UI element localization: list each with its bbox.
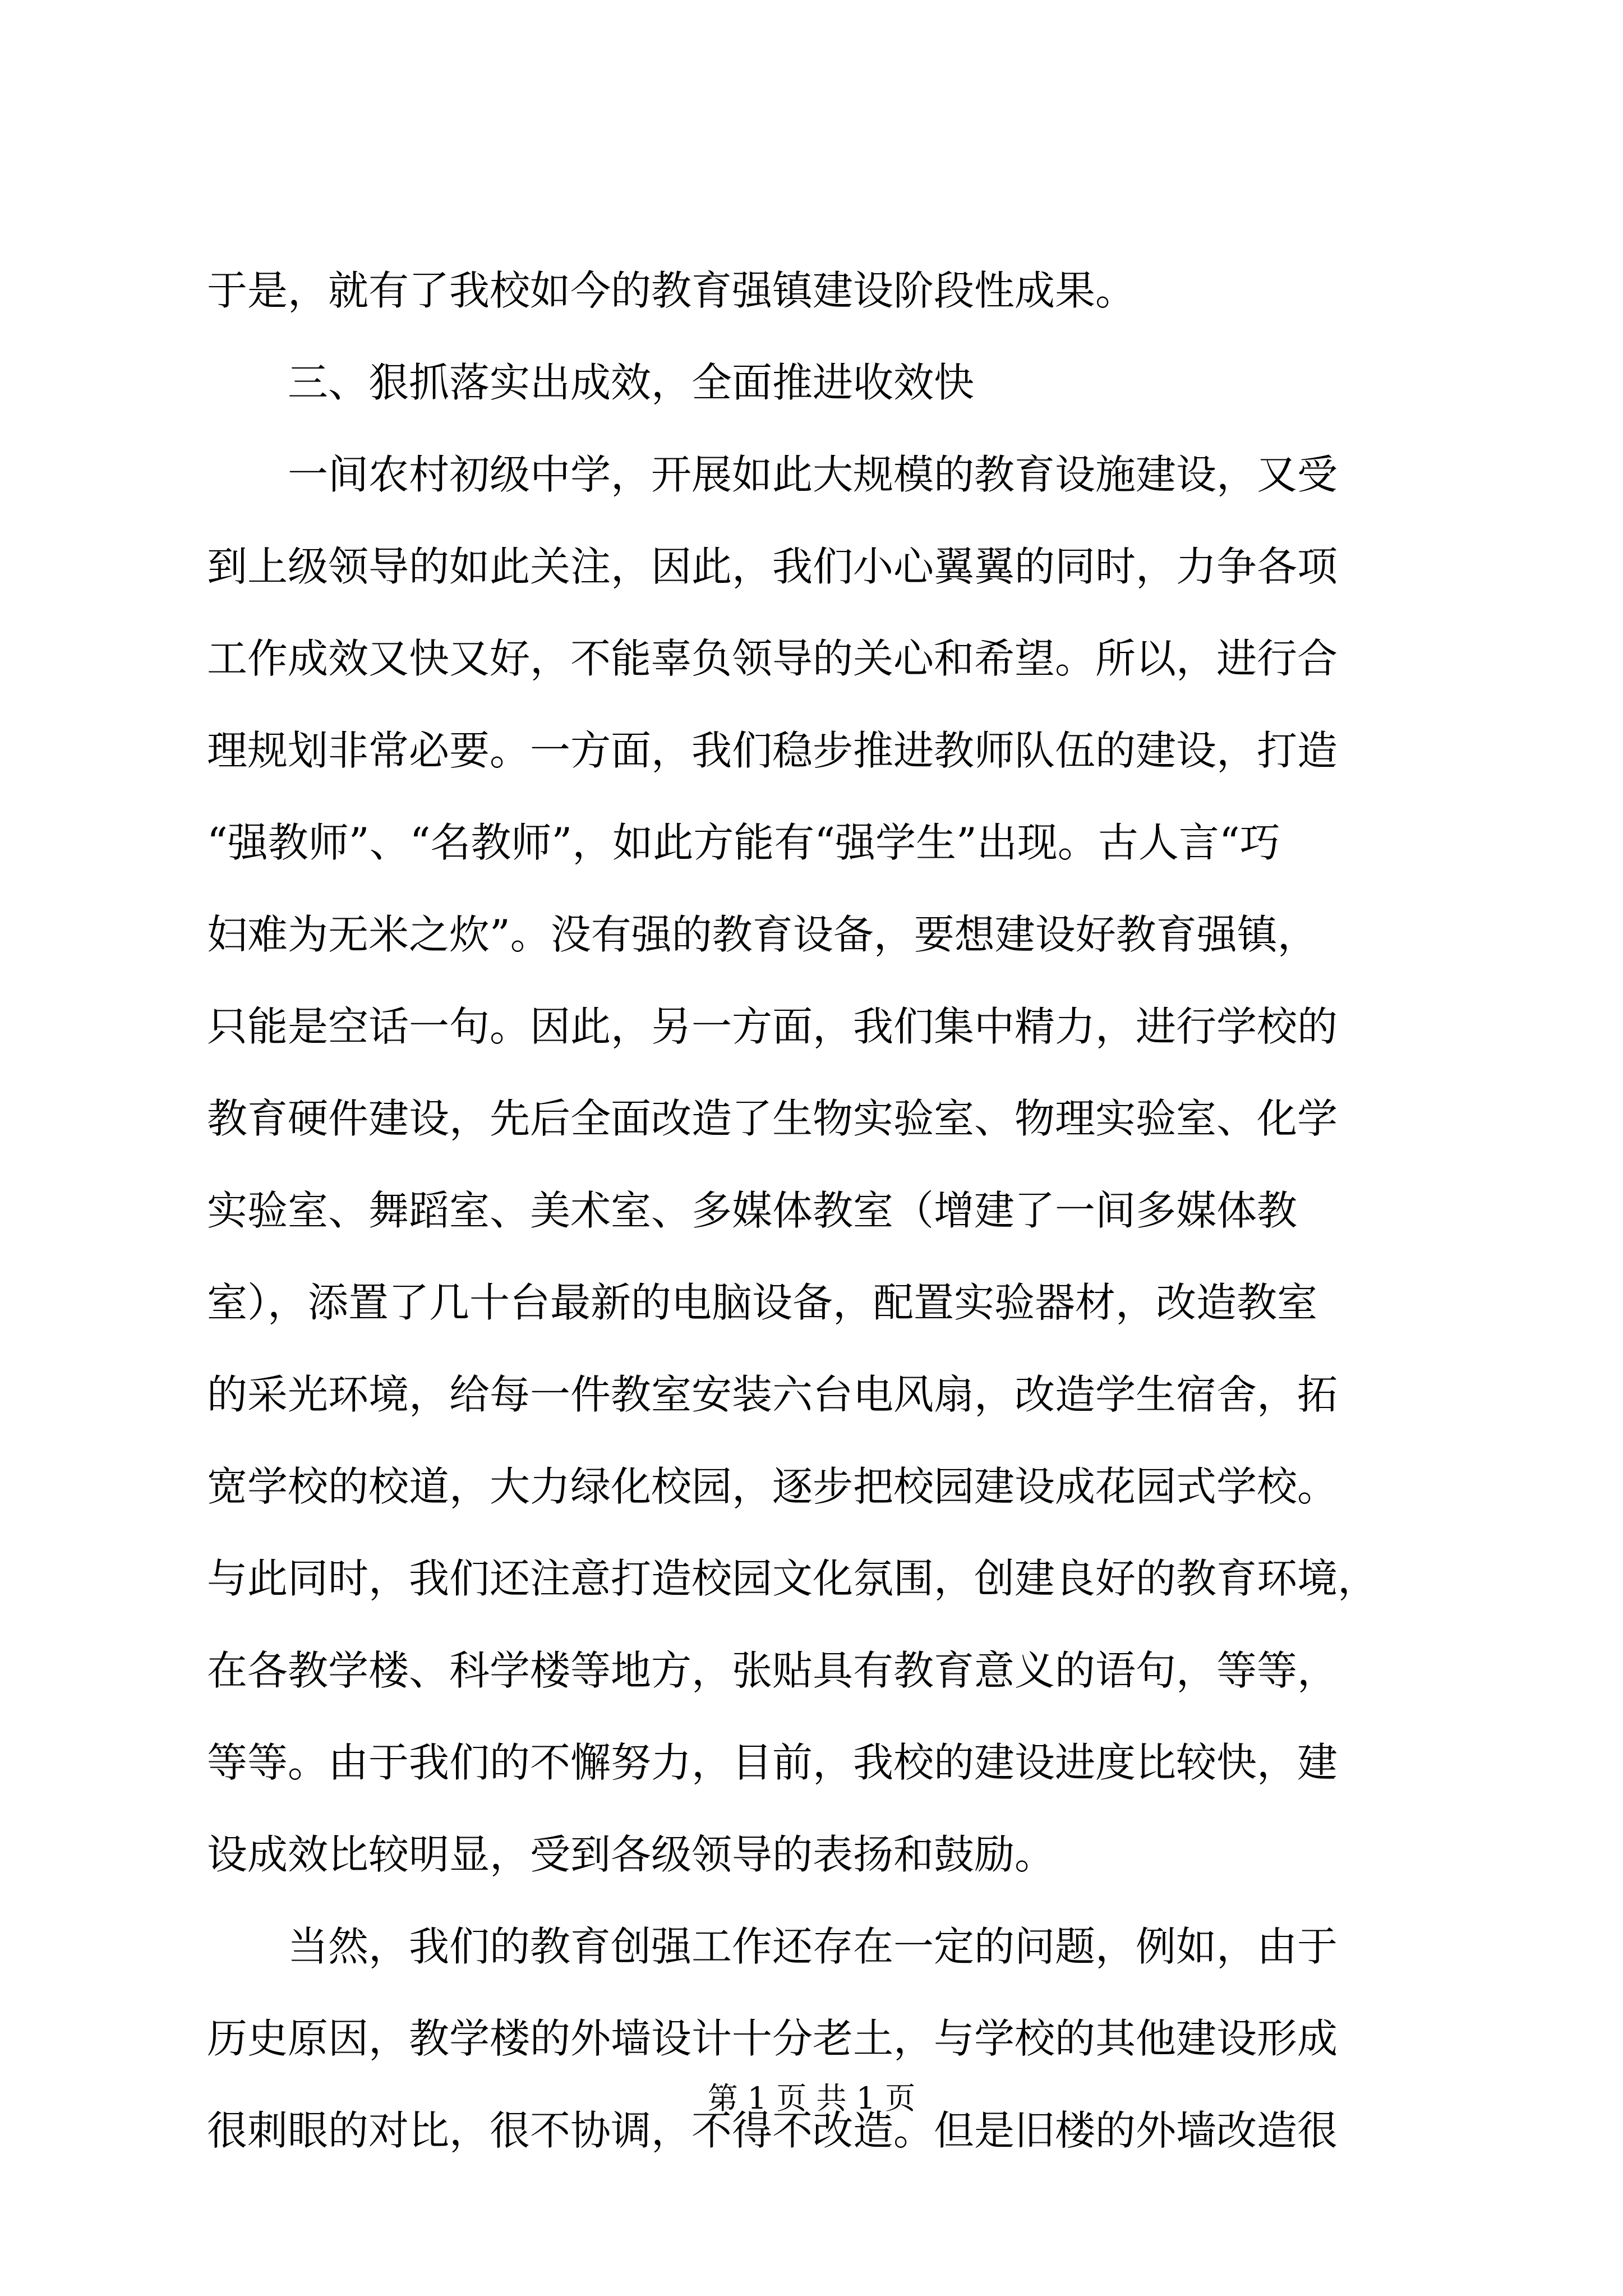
text-line: 的采光环境，给每一件教室安装六台电风扇，改造学生宿舍，拓 bbox=[207, 1371, 1338, 1418]
text-line: 当然，我们的教育创强工作还存在一定的问题，例如，由于 bbox=[288, 1923, 1338, 1970]
text-line: 只能是空话一句。因此，另一方面，我们集中精力，进行学校的 bbox=[207, 1003, 1338, 1050]
text-line: 设成效比较明显，受到各级领导的表扬和鼓励。 bbox=[207, 1831, 1055, 1878]
text-line: 历史原因，教学楼的外墙设计十分老土，与学校的其他建设形成 bbox=[207, 2015, 1338, 2062]
page-footer: 第 1 页 共 1 页 bbox=[707, 2081, 916, 2116]
text-line: 理规划非常必要。一方面，我们稳步推进教师队伍的建设，打造 bbox=[207, 727, 1338, 774]
text-line: 室），添置了几十台最新的电脑设备，配置实验器材，改造教室 bbox=[207, 1279, 1318, 1326]
text-line: “强教师”、“名教师”，如此方能有“强学生”出现。古人言“巧 bbox=[207, 819, 1280, 866]
text-line: 与此同时，我们还注意打造校园文化氛围，创建良好的教育环境， bbox=[207, 1555, 1378, 1602]
text-line: 宽学校的校道，大力绿化校园，逐步把校园建设成花园式学校。 bbox=[207, 1463, 1338, 1510]
text-line: 教育硬件建设，先后全面改造了生物实验室、物理实验室、化学 bbox=[207, 1095, 1338, 1142]
text-line: 在各教学楼、科学楼等地方，张贴具有教育意义的语句，等等， bbox=[207, 1647, 1338, 1694]
text-line: 妇难为无米之炊”。没有强的教育设备，要想建设好教育强镇， bbox=[207, 911, 1318, 958]
text-line: 一间农村初级中学，开展如此大规模的教育设施建设，又受 bbox=[288, 451, 1338, 498]
text-line: 于是，就有了我校如今的教育强镇建设阶段性成果。 bbox=[207, 267, 1136, 314]
text-line: 很刺眼的对比，很不协调，不得不改造。但是旧楼的外墙改造很 bbox=[207, 2107, 1338, 2154]
text-line: 到上级领导的如此关注，因此，我们小心翼翼的同时，力争各项 bbox=[207, 543, 1338, 590]
text-line: 等等。由于我们的不懈努力，目前，我校的建设进度比较快，建 bbox=[207, 1739, 1338, 1786]
text-line: 工作成效又快又好，不能辜负领导的关心和希望。所以，进行合 bbox=[207, 635, 1338, 682]
section-heading: 三、狠抓落实出成效，全面推进收效快 bbox=[288, 359, 975, 406]
text-line: 实验室、舞蹈室、美术室、多媒体教室（增建了一间多媒体教 bbox=[207, 1187, 1298, 1234]
